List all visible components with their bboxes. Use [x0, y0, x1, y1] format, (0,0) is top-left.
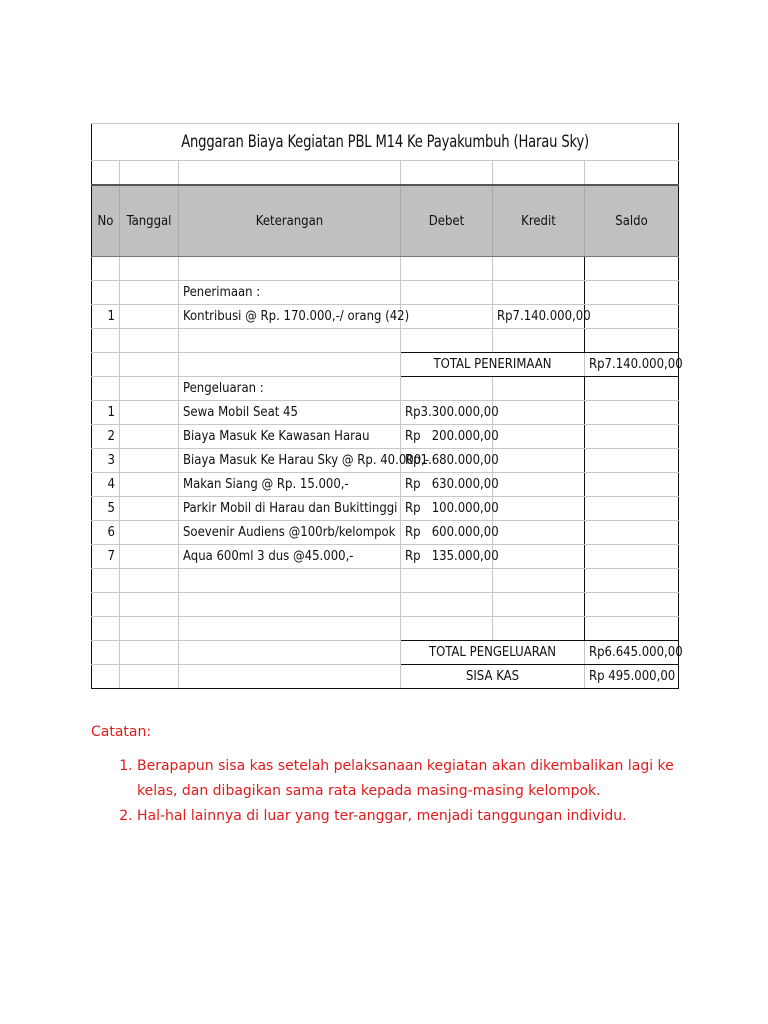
table-row — [92, 329, 679, 353]
row-debet: Rp3.300.000,00 — [401, 401, 493, 425]
row-keterangan: Biaya Masuk Ke Kawasan Harau — [179, 425, 401, 449]
row-no: 7 — [92, 545, 120, 569]
row-debet: Rp 135.000,00 — [401, 545, 493, 569]
header-tanggal: Tanggal — [120, 185, 179, 257]
row-no: 6 — [92, 521, 120, 545]
header-kredit: Kredit — [493, 185, 585, 257]
row-debet: Rp 600.000,00 — [401, 521, 493, 545]
row-keterangan: Parkir Mobil di Harau dan Bukittinggi — [179, 497, 401, 521]
notes-heading: Catatan: — [91, 724, 152, 740]
sisa-kas-label: SISA KAS — [401, 665, 585, 689]
title-row — [92, 124, 679, 161]
row-no: 2 — [92, 425, 120, 449]
row-debet: Rp 630.000,00 — [401, 473, 493, 497]
row-no: 4 — [92, 473, 120, 497]
table-row — [92, 353, 679, 377]
table-row — [92, 257, 679, 281]
sisa-kas-value: Rp 495.000,00 — [585, 665, 679, 689]
total-pengeluaran-label: TOTAL PENGELUARAN — [401, 641, 585, 665]
notes-list — [91, 754, 691, 829]
budget-table — [91, 123, 683, 689]
table-row — [92, 497, 679, 521]
row-debet: Rp 100.000,00 — [401, 497, 493, 521]
table-row — [92, 377, 679, 401]
row-no: 1 — [92, 305, 120, 329]
table-row — [92, 569, 679, 593]
row-keterangan: Biaya Masuk Ke Harau Sky @ Rp. 40.000,- — [179, 449, 401, 473]
table-row — [92, 521, 679, 545]
table-row — [92, 593, 679, 617]
table-row — [92, 545, 679, 569]
header-saldo: Saldo — [585, 185, 679, 257]
row-keterangan: Makan Siang @ Rp. 15.000,- — [179, 473, 401, 497]
row-debet: Rp 200.000,00 — [401, 425, 493, 449]
table-row — [92, 641, 679, 665]
row-no: 1 — [92, 401, 120, 425]
table-row — [92, 425, 679, 449]
table-row — [92, 281, 679, 305]
row-keterangan: Sewa Mobil Seat 45 — [179, 401, 401, 425]
header-no: No — [92, 185, 120, 257]
row-debet: Rp1.680.000,00 — [401, 449, 493, 473]
total-penerimaan-label: TOTAL PENERIMAAN — [401, 353, 585, 377]
row-no: 5 — [92, 497, 120, 521]
budget-sheet — [91, 123, 683, 689]
row-keterangan: Soevenir Audiens @100rb/kelompok — [179, 521, 401, 545]
row-no: 3 — [92, 449, 120, 473]
table-row — [92, 401, 679, 425]
total-pengeluaran-value: Rp6.645.000,00 — [585, 641, 679, 665]
note-item: 1. Berapapun sisa kas setelah pelaksanaan kegiatan akan dikembalikan lagi ke kelas, dan dibagikan sama rata kepada masing-masing kelompok. — [137, 754, 691, 804]
pengeluaran-label: Pengeluaran : — [179, 377, 401, 401]
row-keterangan: Kontribusi @ Rp. 170.000,-/ orang (42) — [179, 305, 401, 329]
row-kredit: Rp7.140.000,00 — [493, 305, 585, 329]
blank-row — [92, 161, 679, 186]
table-row — [92, 617, 679, 641]
row-keterangan: Aqua 600ml 3 dus @45.000,- — [179, 545, 401, 569]
table-header — [92, 185, 679, 257]
header-keterangan: Keterangan — [179, 185, 401, 257]
penerimaan-label: Penerimaan : — [179, 281, 401, 305]
table-row — [92, 305, 679, 329]
notes-section — [91, 724, 691, 829]
table-row — [92, 473, 679, 497]
table-row — [92, 449, 679, 473]
total-penerimaan-value: Rp7.140.000,00 — [585, 353, 679, 377]
header-debet: Debet — [401, 185, 493, 257]
table-row — [92, 665, 679, 689]
page-title: Anggaran Biaya Kegiatan PBL M14 Ke Payakumbuh (Harau Sky) — [92, 124, 679, 161]
note-item: 2. Hal-hal lainnya di luar yang ter-anggar, menjadi tanggungan individu. — [137, 804, 691, 829]
